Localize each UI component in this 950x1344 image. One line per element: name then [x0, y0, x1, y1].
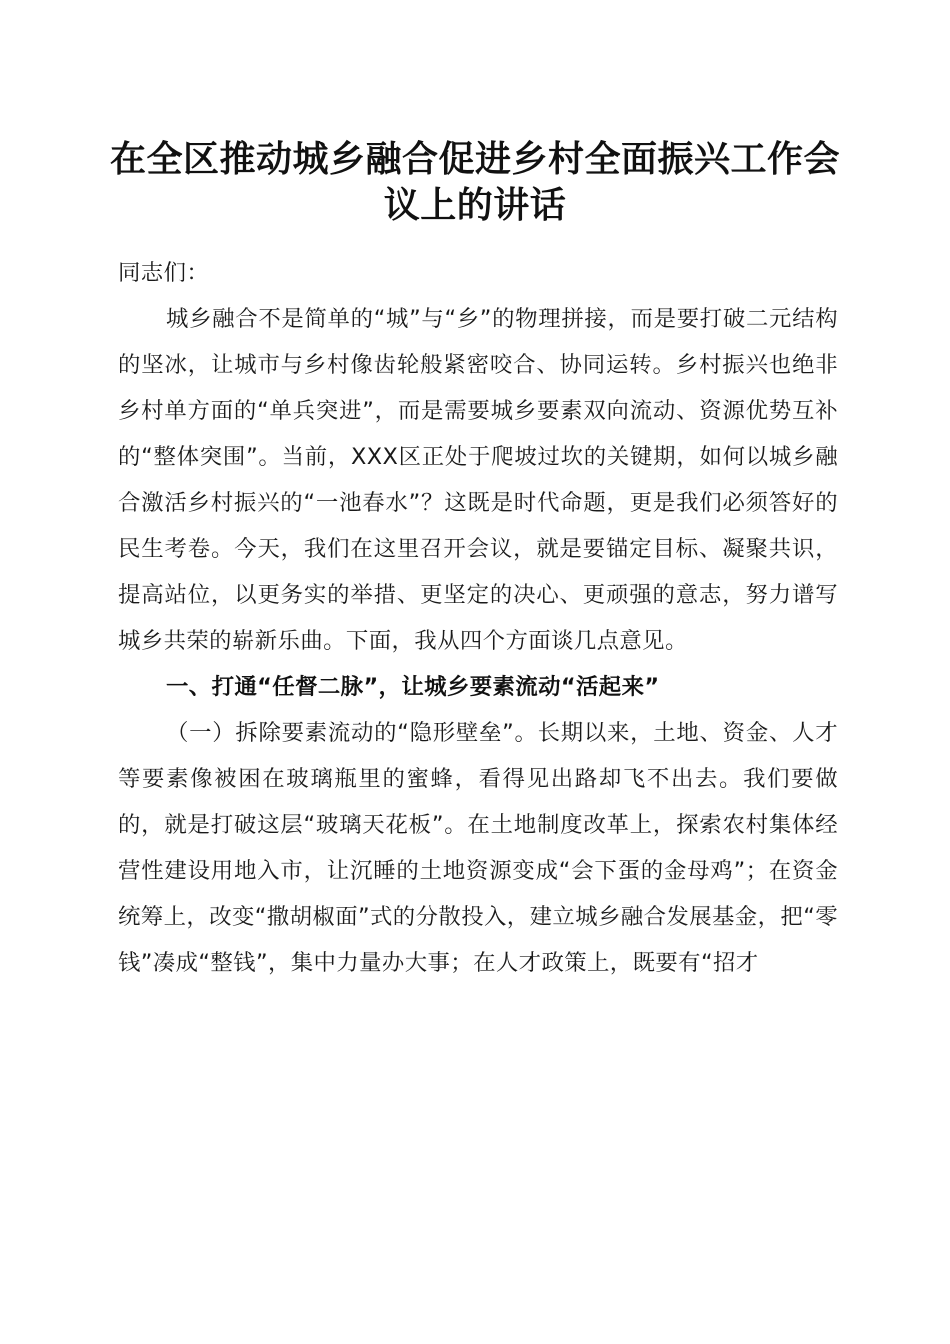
document-body — [118, 250, 838, 986]
document-title-line-1: 在全区推动城乡融合促进乡村全面振兴工作会 — [109, 138, 840, 180]
document-title — [100, 136, 850, 228]
section-1-heading: 一、打通“任督二脉”，让城乡要素流动“活起来” — [166, 674, 660, 700]
section-1-subsection-1-paragraph: （一）拆除要素流动的“隐形壁垒”。长期以来，土地、资金、人才等要素像被困在玻璃瓶里的蜜蜂，看得见出路却飞不出去。我们要做的，就是打破这层“玻璃天花板”。在土地制度改革上，探索农村集体经营性建设用地入市，让沉睡的土地资源变成“会下蛋的金母鸡”；在资金统筹上，改变“撒胡椒面”式的分散投入，建立城乡融合发展基金，把“零钱”凑成“整钱”，集中力量办大事；在人才政策上，既要有“招才 — [118, 720, 838, 976]
intro-paragraph: 城乡融合不是简单的“城”与“乡”的物理拼接，而是要打破二元结构的坚冰，让城市与乡村像齿轮般紧密咬合、协同运转。乡村振兴也绝非乡村单方面的“单兵突进”，而是需要城乡要素双向流动、资源优势互补的“整体突围”。当前，XXX区正处于爬坡过坎的关键期，如何以城乡融合激活乡村振兴的“一池春水”？这既是时代命题，更是我们必须答好的民生考卷。今天，我们在这里召开会议，就是要锚定目标、凝聚共识，提高站位，以更务实的举措、更坚定的决心、更顽强的意志，努力谱写城乡共荣的崭新乐曲。下面，我从四个方面谈几点意见。 — [118, 306, 838, 654]
salutation: 同志们： — [118, 260, 210, 286]
document-title-line-2: 议上的讲话 — [383, 184, 567, 226]
